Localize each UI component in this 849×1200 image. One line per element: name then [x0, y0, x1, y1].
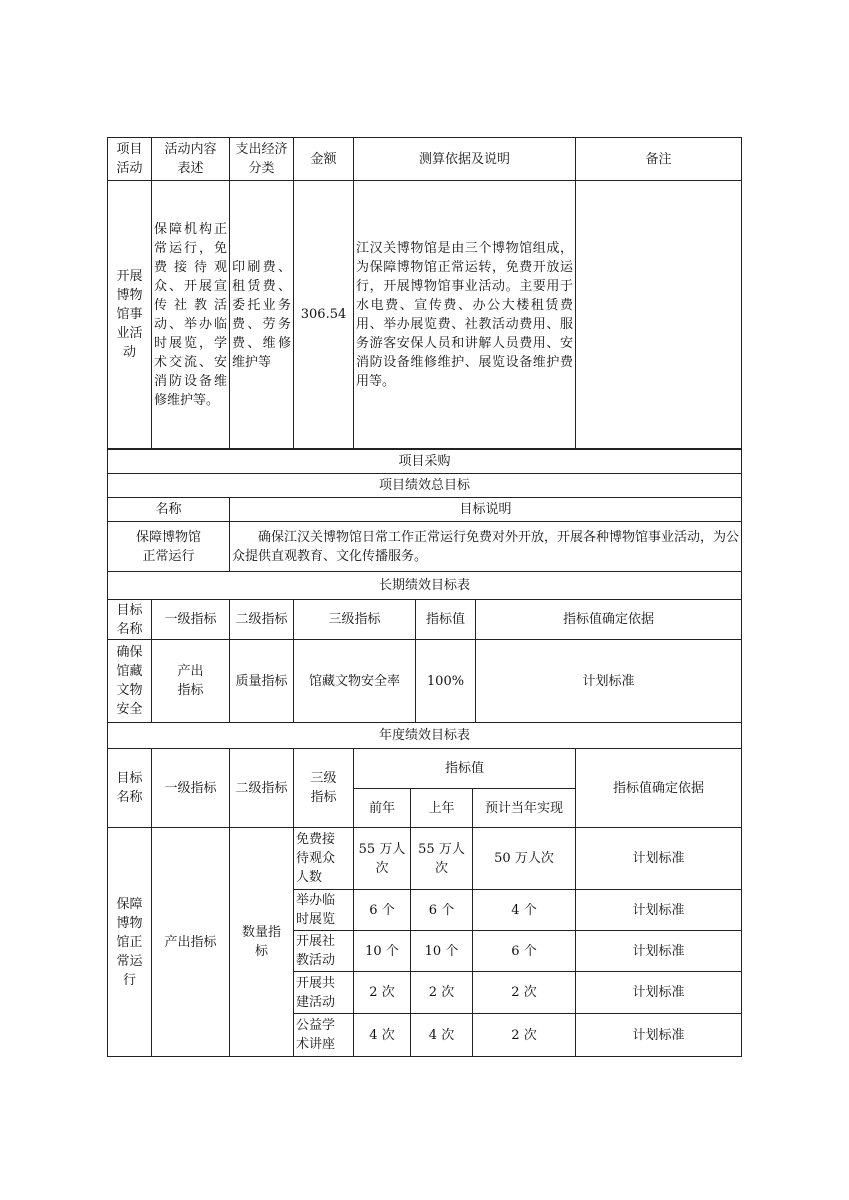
longterm-value: 100% — [416, 640, 476, 723]
activity-name: 开展 博物 馆事 业活 动 — [108, 181, 152, 449]
longterm-goal: 确保 馆藏 文物 安全 — [108, 640, 152, 723]
procurement-title: 项目采购 — [108, 450, 742, 474]
longterm-header-level3: 三级指标 — [294, 600, 416, 640]
annual-row-prev: 2 次 — [354, 972, 411, 1014]
annual-header-expected: 预计当年实现 — [473, 789, 576, 828]
annual-row-basis: 计划标准 — [576, 972, 742, 1014]
longterm-level2: 质量指标 — [230, 640, 294, 723]
annual-row-prev: 55 万人 次 — [354, 828, 411, 890]
activity-header-amount: 金额 — [294, 138, 354, 181]
annual-row-last: 55 万人 次 — [411, 828, 473, 890]
annual-header-level3: 三级 指标 — [294, 749, 354, 828]
longterm-level3: 馆藏文物安全率 — [294, 640, 416, 723]
annual-row-last: 6 个 — [411, 890, 473, 931]
overall-name: 保障博物馆 正常运行 — [108, 522, 230, 572]
activity-header-remark: 备注 — [576, 138, 742, 181]
overall-goal-table — [107, 449, 742, 572]
longterm-header-level2: 二级指标 — [230, 600, 294, 640]
annual-level2: 数量指 标 — [230, 828, 294, 1057]
annual-title: 年度绩效目标表 — [108, 723, 742, 749]
activity-content: 保障机构正常运行，免费接待观众、开展宣传社教活动、举办临时展览，学术交流、安消防设备维修维护等。 — [152, 181, 230, 449]
longterm-level1: 产出 指标 — [152, 640, 230, 723]
annual-row-last: 2 次 — [411, 972, 473, 1014]
overall-name-header: 名称 — [108, 498, 230, 522]
annual-row-last: 4 次 — [411, 1014, 473, 1057]
annual-header-value: 指标值 — [354, 749, 576, 789]
activity-table — [107, 137, 742, 449]
overall-desc: 确保江汉关博物馆日常工作正常运行免费对外开放，开展各种博物馆事业活动，为公众提供直观教育、文化传播服务。 — [230, 522, 742, 572]
annual-header-basis: 指标值确定依据 — [576, 749, 742, 828]
longterm-goal-table — [107, 571, 742, 723]
annual-goal: 保障 博物 馆正 常运 行 — [108, 828, 152, 1057]
annual-row-level3: 开展社 教活动 — [294, 931, 354, 972]
annual-row-prev: 6 个 — [354, 890, 411, 931]
annual-row-level3: 免费接 待观众 人数 — [294, 828, 354, 890]
annual-row-expected: 50 万人次 — [473, 828, 576, 890]
annual-row-last: 10 个 — [411, 931, 473, 972]
annual-header-prev: 前年 — [354, 789, 411, 828]
activity-amount: 306.54 — [294, 181, 354, 449]
activity-header-name: 项目 活动 — [108, 138, 152, 181]
longterm-basis: 计划标准 — [476, 640, 742, 723]
annual-header-level2: 二级指标 — [230, 749, 294, 828]
annual-level1: 产出指标 — [152, 828, 230, 1057]
overall-title: 项目绩效总目标 — [108, 474, 742, 498]
annual-row-basis: 计划标准 — [576, 890, 742, 931]
activity-category: 印刷费、租赁费、委托业务费、劳务费、维修维护等 — [230, 181, 294, 449]
activity-remark — [576, 181, 742, 449]
annual-row-prev: 4 次 — [354, 1014, 411, 1057]
annual-row-expected: 2 次 — [473, 1014, 576, 1057]
longterm-title: 长期绩效目标表 — [108, 572, 742, 600]
annual-row-level3: 开展共 建活动 — [294, 972, 354, 1014]
annual-row-expected: 2 次 — [473, 972, 576, 1014]
annual-row-level3: 公益学 术讲座 — [294, 1014, 354, 1057]
activity-header-category: 支出经济 分类 — [230, 138, 294, 181]
annual-row-basis: 计划标准 — [576, 1014, 742, 1057]
annual-row-expected: 4 个 — [473, 890, 576, 931]
annual-row-expected: 6 个 — [473, 931, 576, 972]
activity-header-content: 活动内容 表述 — [152, 138, 230, 181]
longterm-header-level1: 一级指标 — [152, 600, 230, 640]
annual-header-last: 上年 — [411, 789, 473, 828]
longterm-header-basis: 指标值确定依据 — [476, 600, 742, 640]
annual-row-prev: 10 个 — [354, 931, 411, 972]
annual-row-basis: 计划标准 — [576, 931, 742, 972]
annual-header-level1: 一级指标 — [152, 749, 230, 828]
longterm-header-goal: 目标 名称 — [108, 600, 152, 640]
overall-desc-header: 目标说明 — [230, 498, 742, 522]
annual-row-basis: 计划标准 — [576, 828, 742, 890]
annual-header-goal: 目标 名称 — [108, 749, 152, 828]
activity-basis: 江汉关博物馆是由三个博物馆组成，为保障博物馆正常运转，免费开放运行，开展博物馆事业活动。主要用于水电费、宣传费、办公大楼租赁费用、举办展览费、社教活动费用、服务游客安保人员和讲解人员费用、安消防设备维修维护、展览设备维护费用等。 — [354, 181, 576, 449]
annual-row-level3: 举办临 时展览 — [294, 890, 354, 931]
longterm-header-value: 指标值 — [416, 600, 476, 640]
annual-goal-table — [107, 722, 742, 1057]
activity-header-basis: 测算依据及说明 — [354, 138, 576, 181]
